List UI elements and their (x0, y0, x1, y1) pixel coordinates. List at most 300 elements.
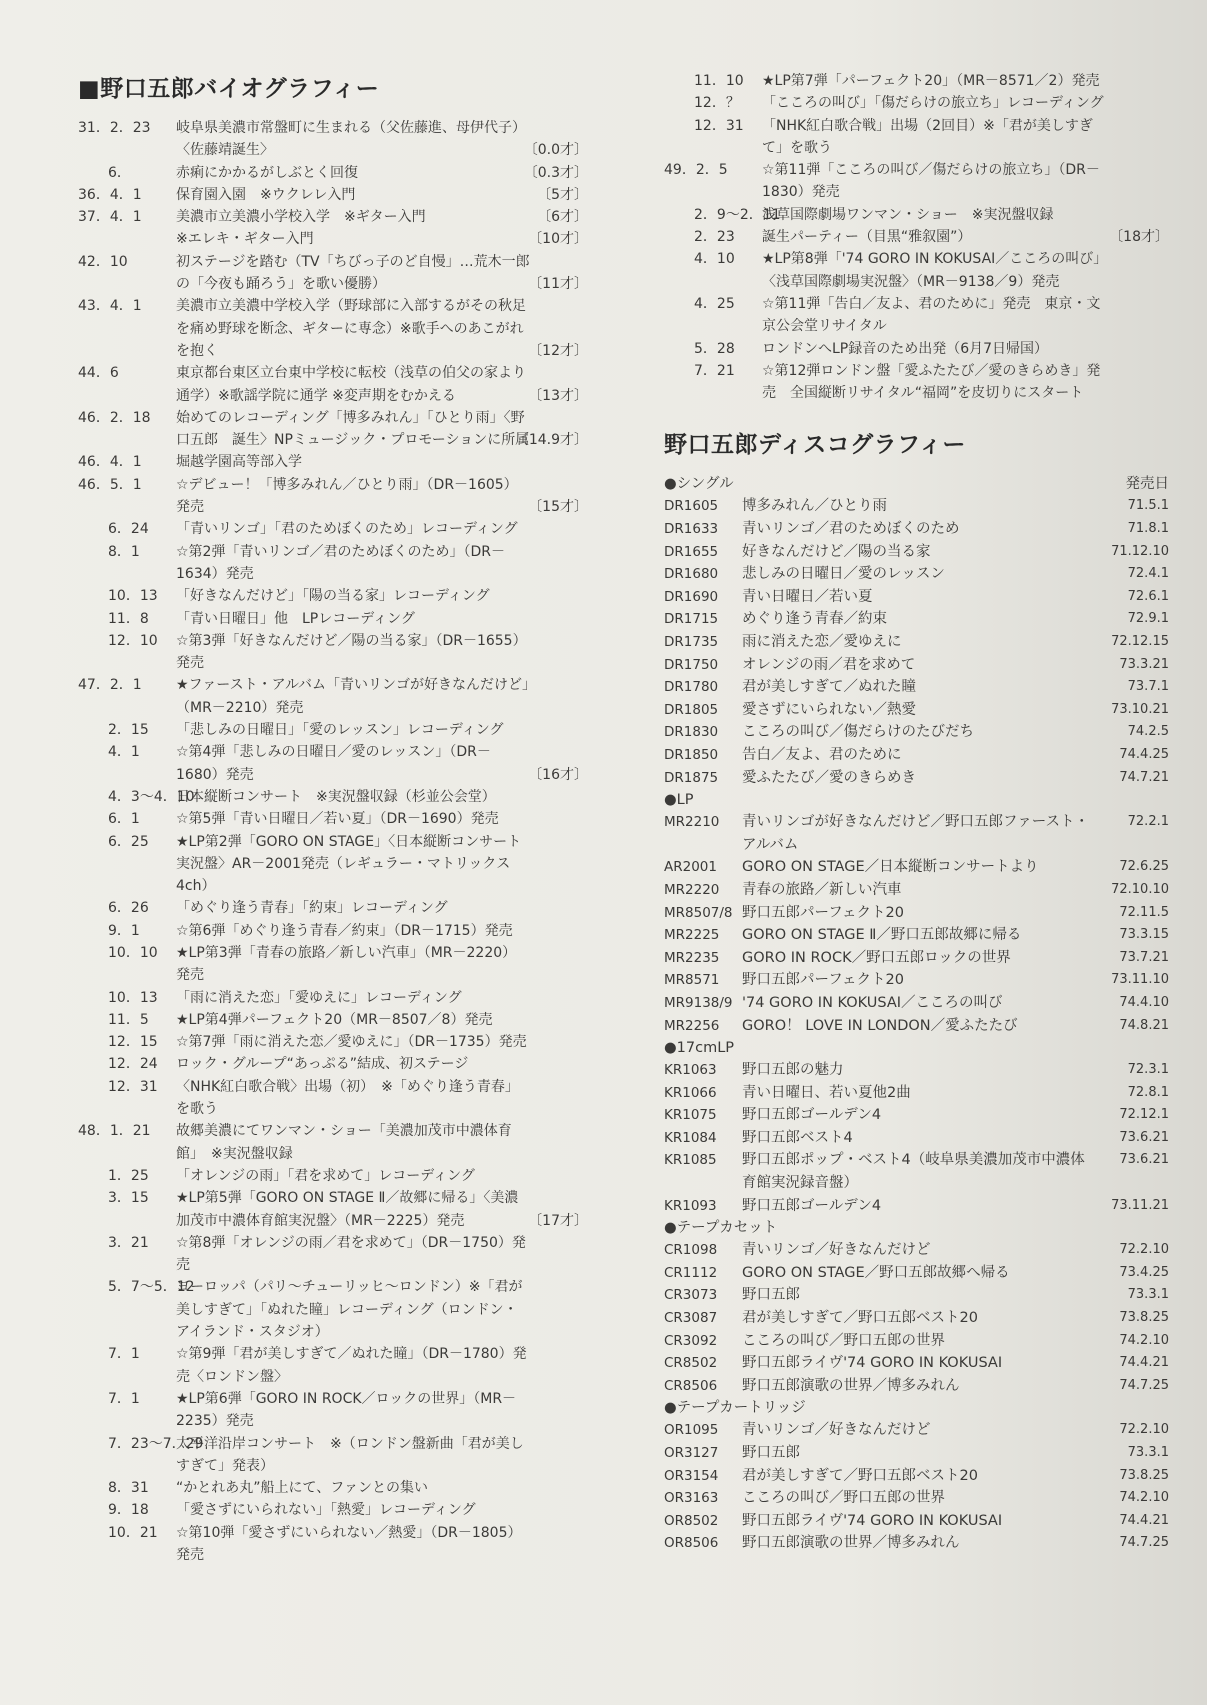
disc-section-header (664, 1397, 1169, 1419)
disc-row (664, 1510, 1169, 1533)
disc-date: 74.4.21 (1119, 1355, 1169, 1371)
disc-catalog: MR8571 (664, 972, 720, 989)
bio-text: 「青い日曜日」他 LPレコーディング (176, 610, 415, 627)
disc-title: 愛さずにいられない／熱愛 (742, 701, 916, 718)
bio-entry (78, 1388, 588, 1433)
bio-text: 〈NHK紅白歌合戦〉出場（初） ※「めぐり逢う青春」を歌う (176, 1078, 519, 1118)
disc-section-header (664, 1037, 1169, 1059)
disc-catalog: DR1680 (664, 566, 719, 583)
disc-title: GORO ON STAGE／野口五郎故郷へ帰る (742, 1264, 1010, 1281)
disc-date: 73.11.10 (1111, 972, 1169, 988)
bio-text: ※エレキ・ギター入門 〔10才〕 (176, 228, 588, 250)
disc-row (664, 1419, 1169, 1442)
disc-catalog: DR1735 (664, 634, 719, 651)
disc-date: 73.3.1 (1127, 1287, 1169, 1303)
disc-title: GORO ON STAGE Ⅱ／野口五郎故郷に帰る (742, 927, 1022, 944)
disc-row (664, 1532, 1169, 1555)
bio-date: 5．7～5．12 (108, 1279, 195, 1296)
bio-date: 8．31 (108, 1480, 149, 1497)
bio-entry (78, 808, 588, 830)
bio-title: ■野口五郎バイオグラフィー (78, 76, 380, 102)
disc-date: 73.3.21 (1119, 656, 1169, 672)
disc-catalog: CR3073 (664, 1287, 718, 1304)
bio-entry (78, 942, 588, 987)
disc-date: 71.8.1 (1127, 521, 1169, 537)
bio-text: 太平洋沿岸コンサート ※（ロンドン盤新曲「君が美しすぎて」発表） (176, 1435, 524, 1474)
disc-row (664, 541, 1169, 564)
bio-text: ☆第10弾「愛さずにいられない／熱愛」（DR－1805）発売 (176, 1524, 522, 1563)
disc-title: 野口五郎 (742, 1445, 800, 1462)
bio-text: 「こころの叫び」「傷だらけの旅立ち」レコーディング (762, 95, 1104, 112)
disc-row (664, 699, 1169, 722)
disc-date: 74.8.21 (1119, 1017, 1169, 1033)
disc-row (664, 1307, 1169, 1330)
disc-title: 好きなんだけど／陽の当る家 (742, 543, 931, 560)
bio-text: ★LP第8弾「'74 GORO IN KOKUSAI／こころの叫び」〈浅草国際劇場実況盤〉（MR－9138／9）発売 (762, 251, 1108, 290)
discography (664, 426, 1169, 1555)
disc-catalog: DR1655 (664, 543, 719, 560)
disc-row (664, 563, 1169, 586)
bio-entry (78, 251, 588, 296)
bio-text: ロック・グループ“あっぷる”結成、初ステージ (176, 1056, 469, 1073)
disc-date: 73.7.1 (1127, 679, 1169, 695)
disc-title: 野口五郎 (742, 1287, 800, 1304)
disc-catalog: DR1830 (664, 724, 719, 741)
bio-list-left (78, 117, 588, 1566)
bio-date: 2．15 (108, 722, 149, 739)
disc-row (664, 1375, 1169, 1398)
disc-date: 74.2.10 (1119, 1490, 1169, 1506)
disc-catalog: DR1690 (664, 588, 719, 605)
disc-catalog: AR2001 (664, 859, 717, 876)
disc-date: 73.8.25 (1119, 1467, 1169, 1483)
bio-age: 〔15才〕 (528, 499, 588, 516)
bio-date: 11．8 (108, 610, 149, 627)
bio-entry (78, 184, 588, 206)
disc-catalog: MR2220 (664, 881, 720, 898)
disc-row (664, 1104, 1169, 1127)
bio-text: ★LP第3弾「青春の旅路／新しい汽車」（MR－2220）発売 (176, 944, 517, 984)
bio-entry (78, 474, 588, 519)
bio-text: ☆第9弾「君が美しすぎて／ぬれた瞳」（DR－1780）発売〈ロンドン盤〉 (176, 1346, 527, 1385)
disc-title: GORO！ LOVE IN LONDON／愛ふたたび (742, 1017, 1018, 1034)
bio-date: 4．3～4．10 (108, 788, 195, 805)
bio-date: 2．9～2．11 (694, 206, 781, 223)
bio-text: “かとれあ丸”船上にて、ファンとの集い (176, 1480, 428, 1497)
disc-catalog: MR9138/9 (664, 994, 733, 1011)
disc-date-header: 発売日 (1125, 476, 1169, 493)
bio-text: 東京都台東区立台東中学校に転校（浅草の伯父の家より通学）※歌謡学院に通学 ※変声期をむかえる 〔13才〕 (176, 362, 588, 407)
disc-catalog: DR1780 (664, 679, 719, 696)
disc-row (664, 744, 1169, 767)
disc-date: 72.2.10 (1119, 1422, 1169, 1438)
bio-date: 2．23 (694, 229, 735, 246)
bio-age: 〔10才〕 (528, 231, 588, 248)
disc-catalog: KR1084 (664, 1129, 717, 1146)
bio-entry (664, 338, 1169, 360)
bio-entry (78, 1522, 588, 1567)
bio-entry (78, 407, 588, 452)
disc-row (664, 1284, 1169, 1307)
disc-catalog: DR1750 (664, 656, 719, 673)
disc-date: 74.7.25 (1119, 1377, 1169, 1393)
disc-title: 告白／友よ、君のために (742, 746, 902, 763)
disc-catalog: MR2235 (664, 949, 720, 966)
bio-date: 10．10 (108, 944, 158, 961)
disc-row (664, 608, 1169, 631)
bio-date: 7．21 (694, 362, 735, 379)
disc-date: 72.9.1 (1127, 611, 1169, 627)
disc-date: 73.3.15 (1119, 927, 1169, 943)
disc-title: めぐり逢う青春／約束 (742, 611, 887, 628)
disc-date: 74.7.25 (1119, 1535, 1169, 1551)
bio-entry (78, 987, 588, 1009)
disc-row (664, 992, 1169, 1015)
disc-catalog: CR3092 (664, 1332, 718, 1349)
disc-title: 野口五郎パーフェクト20 (742, 972, 904, 989)
bio-entry (78, 608, 588, 630)
bio-date: 43．4．1 (78, 298, 142, 315)
disc-title: 野口五郎ベスト4 (742, 1129, 853, 1146)
bio-text: 堀越学園高等部入学 (176, 454, 302, 471)
bio-text: ☆第11弾「告白／友よ、君のために」発売 東京・文京公会堂リサイタル (762, 295, 1101, 335)
disc-title: 野口五郎ゴールデン4 (742, 1107, 882, 1124)
disc-title: 愛ふたたび／愛のきらめき (742, 769, 916, 786)
disc-row (664, 767, 1169, 790)
disc-date: 73.10.21 (1111, 701, 1169, 717)
bio-entry (664, 159, 1169, 204)
disc-catalog: KR1063 (664, 1062, 717, 1079)
disc-section-name: ●シングル (664, 476, 734, 493)
disc-section-header (664, 789, 1169, 811)
disc-catalog: OR3154 (664, 1467, 719, 1484)
bio-entry (78, 786, 588, 808)
bio-entry (78, 1076, 588, 1121)
bio-entry (78, 162, 588, 184)
bio-age: 〔18才〕 (1109, 229, 1169, 246)
bio-date: 7．23～7．29 (108, 1435, 204, 1452)
disc-catalog: CR8506 (664, 1377, 718, 1394)
bio-age: 〔0.0才〕 (523, 142, 588, 159)
disc-date: 73.3.1 (1127, 1445, 1169, 1461)
disc-date: 74.4.25 (1119, 746, 1169, 762)
disc-section-name: ●テープカートリッジ (664, 1400, 806, 1417)
bio-text: ☆第7弾「雨に消えた恋／愛ゆえに」（DR－1735）発売 (176, 1034, 527, 1051)
disc-title: 野口五郎ゴールデン4 (742, 1197, 882, 1214)
disc-date: 72.11.5 (1119, 904, 1169, 920)
bio-entry (664, 204, 1169, 226)
disc-title: こころの叫び／野口五郎の世界 (742, 1490, 945, 1507)
disc-title: 野口五郎ライヴ'74 GORO IN KOKUSAI (742, 1512, 1003, 1529)
right-column (664, 70, 1169, 1555)
disc-title: こころの叫び／傷だらけのたびだち (742, 724, 974, 741)
bio-date: 37．4．1 (78, 209, 142, 226)
bio-text: ☆第6弾「めぐり逢う青春／約束」（DR－1715）発売 (176, 922, 513, 939)
bio-date: 6． (108, 164, 131, 181)
bio-text: 「めぐり逢う青春」「約束」レコーディング (176, 900, 448, 917)
disc-title: 青春の旅路／新しい汽車 (742, 881, 902, 898)
bio-text: ★LP第7弾「パーフェクト20」（MR－8571／2）発売 (762, 73, 1100, 89)
bio-text: 「愛さずにいられない」「熱愛」レコーディング (176, 1502, 476, 1519)
bio-text: ☆第11弾「こころの叫び／傷だらけの旅立ち」（DR－1830）発売 (762, 162, 1100, 201)
disc-date: 72.6.1 (1127, 588, 1169, 604)
bio-entry (78, 1343, 588, 1388)
bio-date: 1．25 (108, 1167, 149, 1184)
bio-entry (78, 1009, 588, 1031)
bio-date: 46．2．18 (78, 409, 151, 426)
disc-row (664, 1082, 1169, 1105)
disc-row (664, 969, 1169, 992)
disc-date: 73.6.21 (1119, 1129, 1169, 1145)
disc-date: 74.7.21 (1119, 769, 1169, 785)
disc-row (664, 902, 1169, 925)
disc-date: 72.10.10 (1111, 881, 1169, 897)
disc-title: 野口五郎演歌の世界／博多みれん (742, 1377, 960, 1394)
disc-title: GORO IN ROCK／野口五郎ロックの世界 (742, 949, 1011, 966)
disc-catalog: KR1093 (664, 1197, 717, 1214)
bio-entry (78, 1232, 588, 1277)
bio-entry (78, 117, 588, 162)
bio-text: 美濃市立美濃小学校入学 ※ギター入門 〔6才〕 (176, 206, 588, 228)
disc-catalog: OR1095 (664, 1422, 719, 1439)
bio-text: 美濃市立美濃中学校入学（野球部に入部するがその秋足を痛め野球を断念、ギターに専念）※歌手へのあこがれを抱く 〔12才〕 (176, 295, 588, 362)
bio-date: 11．5 (108, 1011, 149, 1028)
disc-title: 悲しみの日曜日／愛のレッスン (742, 566, 945, 583)
disc-row (664, 1127, 1169, 1150)
bio-date: 12．？ (694, 95, 740, 112)
disc-section-name: ●LP (664, 792, 694, 809)
disc-catalog: DR1633 (664, 521, 719, 538)
bio-entry (664, 226, 1169, 248)
disc-title: 雨に消えた恋／愛ゆえに (742, 634, 902, 651)
disc-catalog: MR2210 (664, 814, 720, 831)
bio-date: 4．1 (108, 744, 140, 761)
bio-text: 浅草国際劇場ワンマン・ショー ※実況盤収録 (762, 206, 1054, 223)
disc-row (664, 1195, 1169, 1218)
disc-title: 君が美しすぎて／ぬれた瞳 (742, 679, 916, 696)
disc-row (664, 676, 1169, 699)
disc-title: こころの叫び／野口五郎の世界 (742, 1332, 945, 1349)
bio-text: ☆第5弾「青い日曜日／若い夏」（DR－1690）発売 (176, 811, 499, 828)
bio-date: 6．25 (108, 833, 149, 850)
disc-title: 野口五郎パーフェクト20 (742, 904, 904, 921)
bio-entry (78, 719, 588, 741)
disc-row (664, 631, 1169, 654)
bio-text: ☆第3弾「好きなんだけど／陽の当る家」（DR－1655）発売 (176, 632, 527, 672)
disc-row (664, 1059, 1169, 1082)
bio-entry (78, 1165, 588, 1187)
disc-date: 71.12.10 (1111, 543, 1169, 559)
bio-date: 12．15 (108, 1034, 158, 1051)
bio-text: 初ステージを踏む（TV「ちびっ子のど自慢」…荒木一郎の「今夜も踊ろう」を歌い優勝） 〔11才〕 (176, 251, 588, 296)
bio-age: 〔14.9才〕 (514, 432, 588, 449)
disc-row (664, 1015, 1169, 1038)
disc-catalog: CR1112 (664, 1264, 718, 1281)
disc-title: 青い日曜日／若い夏 (742, 588, 873, 605)
bio-text: ★LP第6弾「GORO IN ROCK／ロックの世界」（MR－2235）発売 (176, 1390, 517, 1430)
disc-title: 野口五郎の魅力 (742, 1062, 844, 1079)
disc-section-name: ●テープカセット (664, 1220, 778, 1237)
bio-date: 9．18 (108, 1502, 149, 1519)
disc-catalog: KR1066 (664, 1084, 717, 1101)
bio-entry (664, 115, 1169, 160)
disc-catalog: OR8506 (664, 1535, 719, 1552)
disc-section-name: ●17cmLP (664, 1040, 735, 1057)
bio-entry (78, 1031, 588, 1053)
disc-date: 73.4.25 (1119, 1264, 1169, 1280)
disc-row (664, 1239, 1169, 1262)
disc-date: 72.3.1 (1127, 1062, 1169, 1078)
bio-date: 46．5．1 (78, 476, 142, 493)
bio-list-right (664, 70, 1169, 404)
disc-title: 野口五郎ポップ・ベスト4（岐阜県美濃加茂市中濃体育館実況録音盤） (742, 1152, 1085, 1192)
bio-date: 47．2．1 (78, 677, 142, 694)
bio-date: 9．1 (108, 922, 140, 939)
disc-row (664, 879, 1169, 902)
disc-date: 72.4.1 (1127, 566, 1169, 582)
bio-date: 42．10 (78, 253, 128, 270)
bio-text: ヨーロッパ（パリ～チューリッヒ～ロンドン）※「君が美しすぎて」「ぬれた瞳」レコーディング（ロンドン・アイランド・スタジオ） (176, 1279, 523, 1341)
bio-entry (78, 630, 588, 675)
bio-entry (664, 360, 1169, 405)
bio-entry (78, 585, 588, 607)
bio-text: ☆第4弾「悲しみの日曜日／愛のレッスン」（DR－1680）発売 〔16才〕 (176, 741, 588, 786)
disc-date: 72.12.1 (1119, 1107, 1169, 1123)
disc-title: 野口五郎演歌の世界／博多みれん (742, 1535, 960, 1552)
bio-entry (78, 541, 588, 586)
bio-date: 3．21 (108, 1234, 149, 1251)
disc-catalog: OR3127 (664, 1445, 719, 1462)
disc-section-header (664, 473, 1169, 495)
disc-date: 73.11.21 (1111, 1197, 1169, 1213)
bio-date: 10．13 (108, 989, 158, 1006)
bio-entry (78, 1120, 588, 1165)
bio-text: 故郷美濃にてワンマン・ショー「美濃加茂市中濃体育館」 ※実況盤収録 (176, 1123, 512, 1162)
bio-entry (78, 920, 588, 942)
bio-age: 〔16才〕 (528, 766, 588, 783)
bio-age: 〔13才〕 (528, 387, 588, 404)
bio-date: 8．1 (108, 543, 140, 560)
bio-date: 6．26 (108, 900, 149, 917)
bio-text: 赤痢にかかるがしぶとく回復 〔0.3才〕 (176, 162, 588, 184)
disc-row (664, 721, 1169, 744)
bio-entry (78, 1053, 588, 1075)
disc-catalog: OR8502 (664, 1512, 719, 1529)
disc-date: 74.4.21 (1119, 1512, 1169, 1528)
bio-date: 48．1．21 (78, 1123, 151, 1140)
disc-date: 72.2.10 (1119, 1242, 1169, 1258)
disc-date: 72.8.1 (1127, 1084, 1169, 1100)
bio-text: 保育園入園 ※ウクレレ入門 〔5才〕 (176, 184, 588, 206)
disc-title: 青いリンゴ／好きなんだけど (742, 1242, 931, 1259)
disc-row (664, 1465, 1169, 1488)
bio-text: 岐阜県美濃市常盤町に生まれる（父佐藤進、母伊代子）〈佐藤靖誕生〉 〔0.0才〕 (176, 117, 588, 162)
bio-date: 11．10 (694, 73, 744, 89)
bio-entry (78, 228, 588, 250)
bio-date: 46．4．1 (78, 454, 142, 471)
disc-catalog: DR1605 (664, 498, 719, 515)
disc-title: 野口五郎ディスコグラフィー (664, 432, 966, 459)
disc-date: 72.6.25 (1119, 859, 1169, 875)
disc-title: GORO ON STAGE／日本縦断コンサートより (742, 859, 1039, 876)
disc-row (664, 1442, 1169, 1465)
disc-date: 73.7.21 (1119, 949, 1169, 965)
disc-title: 青いリンゴが好きなんだけど／野口五郎ファースト・アルバム (742, 814, 1089, 853)
bio-entry (664, 293, 1169, 338)
bio-text: 日本縦断コンサート ※実況盤収録（杉並公会堂） (176, 788, 496, 805)
disc-catalog: MR8507/8 (664, 904, 733, 921)
bio-age: 〔6才〕 (537, 209, 588, 226)
disc-catalog: MR2256 (664, 1017, 720, 1034)
disc-row (664, 856, 1169, 879)
disc-date: 73.8.25 (1119, 1310, 1169, 1326)
disc-row (664, 1262, 1169, 1285)
bio-entry (78, 831, 588, 898)
bio-text: 「好きなんだけど」「陽の当る家」レコーディング (176, 588, 490, 605)
bio-entry (78, 206, 588, 228)
bio-text: 「NHK紅白歌合戦」出場（2回目）※「君が美しすぎて」を歌う (762, 117, 1093, 156)
disc-row (664, 495, 1169, 518)
disc-row (664, 654, 1169, 677)
disc-title: 青いリンゴ／君のためぼくのため (742, 521, 960, 538)
bio-text: ☆デビュー！「博多みれん／ひとり雨」（DR－1605）発売 〔15才〕 (176, 474, 588, 519)
disc-date: 72.2.1 (1127, 814, 1169, 830)
disc-catalog: CR3087 (664, 1310, 718, 1327)
bio-entry (78, 295, 588, 362)
bio-age: 〔0.3才〕 (523, 164, 588, 181)
bio-entry (78, 897, 588, 919)
disc-catalog: DR1875 (664, 769, 719, 786)
disc-date: 74.4.10 (1119, 994, 1169, 1010)
bio-text: ★LP第4弾パーフェクト20（MR－8507／8）発売 (176, 1011, 493, 1028)
bio-date: 6．1 (108, 811, 140, 828)
bio-date: 36．4．1 (78, 186, 142, 203)
disc-row (664, 1330, 1169, 1353)
disc-catalog: DR1850 (664, 746, 719, 763)
bio-date (78, 228, 176, 250)
bio-date: 31．2．23 (78, 120, 151, 136)
bio-entry (664, 70, 1169, 92)
bio-entry (78, 741, 588, 786)
disc-catalog: KR1075 (664, 1107, 717, 1124)
bio-entry (664, 248, 1169, 293)
bio-text: ★LP第5弾「GORO ON STAGE Ⅱ／故郷に帰る」〈美濃加茂市中濃体育館実況盤〉（MR－2225）発売 〔17才〕 (176, 1187, 588, 1232)
bio-text: 「青いリンゴ」「君のためぼくのため」レコーディング (176, 521, 518, 538)
disc-title: 青い日曜日、若い夏他2曲 (742, 1084, 911, 1101)
disc-section-header (664, 1217, 1169, 1239)
disc-row (664, 1352, 1169, 1375)
disc-row (664, 1149, 1169, 1194)
disc-row (664, 518, 1169, 541)
bio-age: 〔12才〕 (528, 342, 588, 359)
disc-title: 博多みれん／ひとり雨 (742, 498, 887, 515)
bio-date: 10．13 (108, 588, 158, 605)
disc-catalog: CR8502 (664, 1355, 718, 1372)
bio-text: 誕生パーティー（目黒“雅叙園”） 〔18才〕 (762, 226, 1169, 248)
disc-catalog: KR1085 (664, 1152, 717, 1169)
disc-row (664, 811, 1169, 856)
bio-date: 5．28 (694, 340, 735, 357)
disc-date: 71.5.1 (1127, 498, 1169, 514)
bio-text: 「オレンジの雨」「君を求めて」レコーディング (176, 1167, 475, 1184)
bio-entry (78, 1499, 588, 1521)
disc-catalog: MR2225 (664, 927, 720, 944)
bio-date: 7．1 (108, 1346, 140, 1363)
bio-age: 〔11才〕 (528, 276, 588, 293)
bio-entry (78, 1187, 588, 1232)
bio-entry (78, 451, 588, 473)
bio-date: 6．24 (108, 521, 149, 538)
